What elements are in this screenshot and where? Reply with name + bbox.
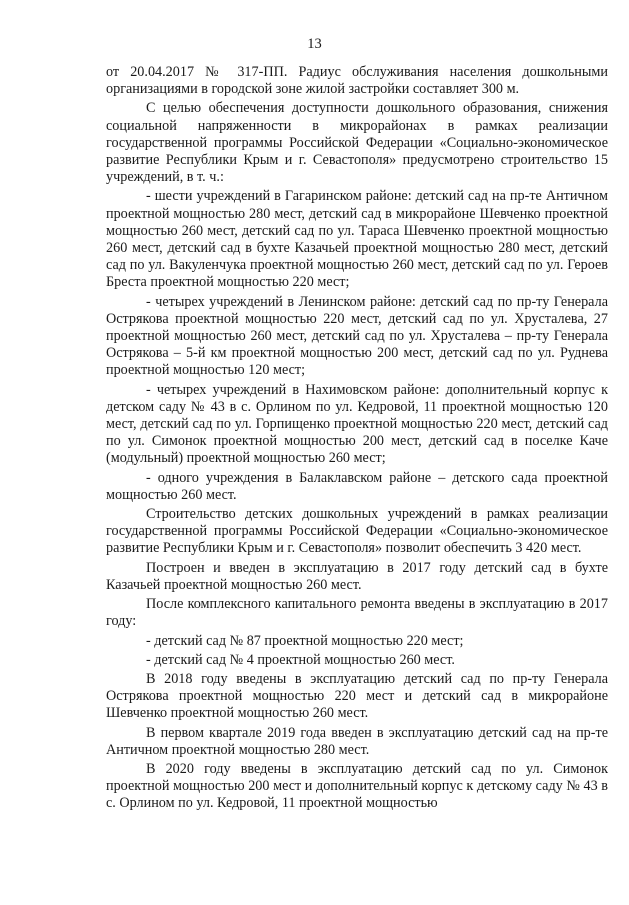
list-item: - четырех учреждений в Ленинском районе: детский сад по пр-ту Генерала Острякова проектной мощностью 220 мест, детский сад по ул. Хрусталева, 27 проектной мощностью 260 мест, детский сад по ул. Хрусталева – пр-ту Генерала Острякова – 5-й км проектной мощностью 200 мест, детский сад по ул. Руднева проектной мощностью 120 мест; — [106, 293, 608, 379]
page-number: 13 — [307, 36, 322, 52]
list-item: - детский сад № 4 проектной мощностью 260 мест. — [146, 651, 455, 668]
paragraph: Построен и введен в эксплуатацию в 2017 году детский сад в бухте Казачьей проектной мощностью 260 мест. — [106, 559, 608, 593]
list-item: - четырех учреждений в Нахимовском районе: дополнительный корпус к детском саду № 43 в с. Орлином по ул. Кедровой, 11 проектной мощностью 120 мест, детский сад по ул. Горпищенко проектной мощностью 220 мест, детский сад по ул. Симонок проектной мощностью 200 мест, детский сад в поселке Каче (модульный) проектной мощностью 260 мест; — [106, 381, 608, 467]
list-item: - детский сад № 87 проектной мощностью 220 мест; — [146, 632, 464, 649]
paragraph: В 2020 году введены в эксплуатацию детский сад по ул. Симонок проектной мощностью 200 мест и дополнительный корпус к детскому саду № 43 в с. Орлином по ул. Кедровой, 11 проектной мощностью — [106, 760, 608, 812]
list-item: - шести учреждений в Гагаринском районе: детский сад на пр-те Античном проектной мощностью 280 мест, детский сад в микрорайоне Шевченко проектной мощностью 260 мест, детский сад по ул. Тараса Шевченко проектной мощностью 260 мест, детский сад в бухте Казачьей проектной мощностью 280 мест, детский сад по ул. Вакуленчука проектной мощностью 260 мест, детский сад по ул. Героев Бреста проектной мощностью 220 мест; — [106, 188, 608, 291]
list-item: - одного учреждения в Балаклавском районе – детского сада проектной мощностью 260 мест. — [106, 469, 608, 503]
paragraph: В первом квартале 2019 года введен в эксплуатацию детский сад на пр-те Античном проектной мощностью 280 мест. — [106, 724, 608, 758]
paragraph: от 20.04.2017 № 317-ПП. Радиус обслуживания населения дошкольными организациями в городской зоне жилой застройки составляет 300 м. — [106, 64, 608, 98]
paragraph: Строительство детских дошкольных учреждений в рамках реализации государственной программы Российской Федерации «Социально-экономическое развитие Республики Крым и г. Севастополя» позволит обеспечить 3 420 мест. — [106, 506, 608, 557]
document-body — [106, 64, 608, 815]
paragraph: После комплексного капитального ремонта введены в эксплуатацию в 2017 году: — [106, 596, 608, 630]
paragraph: С целью обеспечения доступности дошкольного образования, снижения социальной напряженности в микрорайонах в рамках реализации государственной программы Российской Федерации «Социально-экономическое развитие Республики Крым и г. Севастополя» предусмотрено строительство 15 учреждений, в т. ч.: — [106, 100, 608, 186]
paragraph: В 2018 году введены в эксплуатацию детский сад по пр-ту Генерала Острякова проектной мощностью 220 мест и детский сад в микрорайоне Шевченко проектной мощностью 260 мест. — [106, 670, 608, 722]
